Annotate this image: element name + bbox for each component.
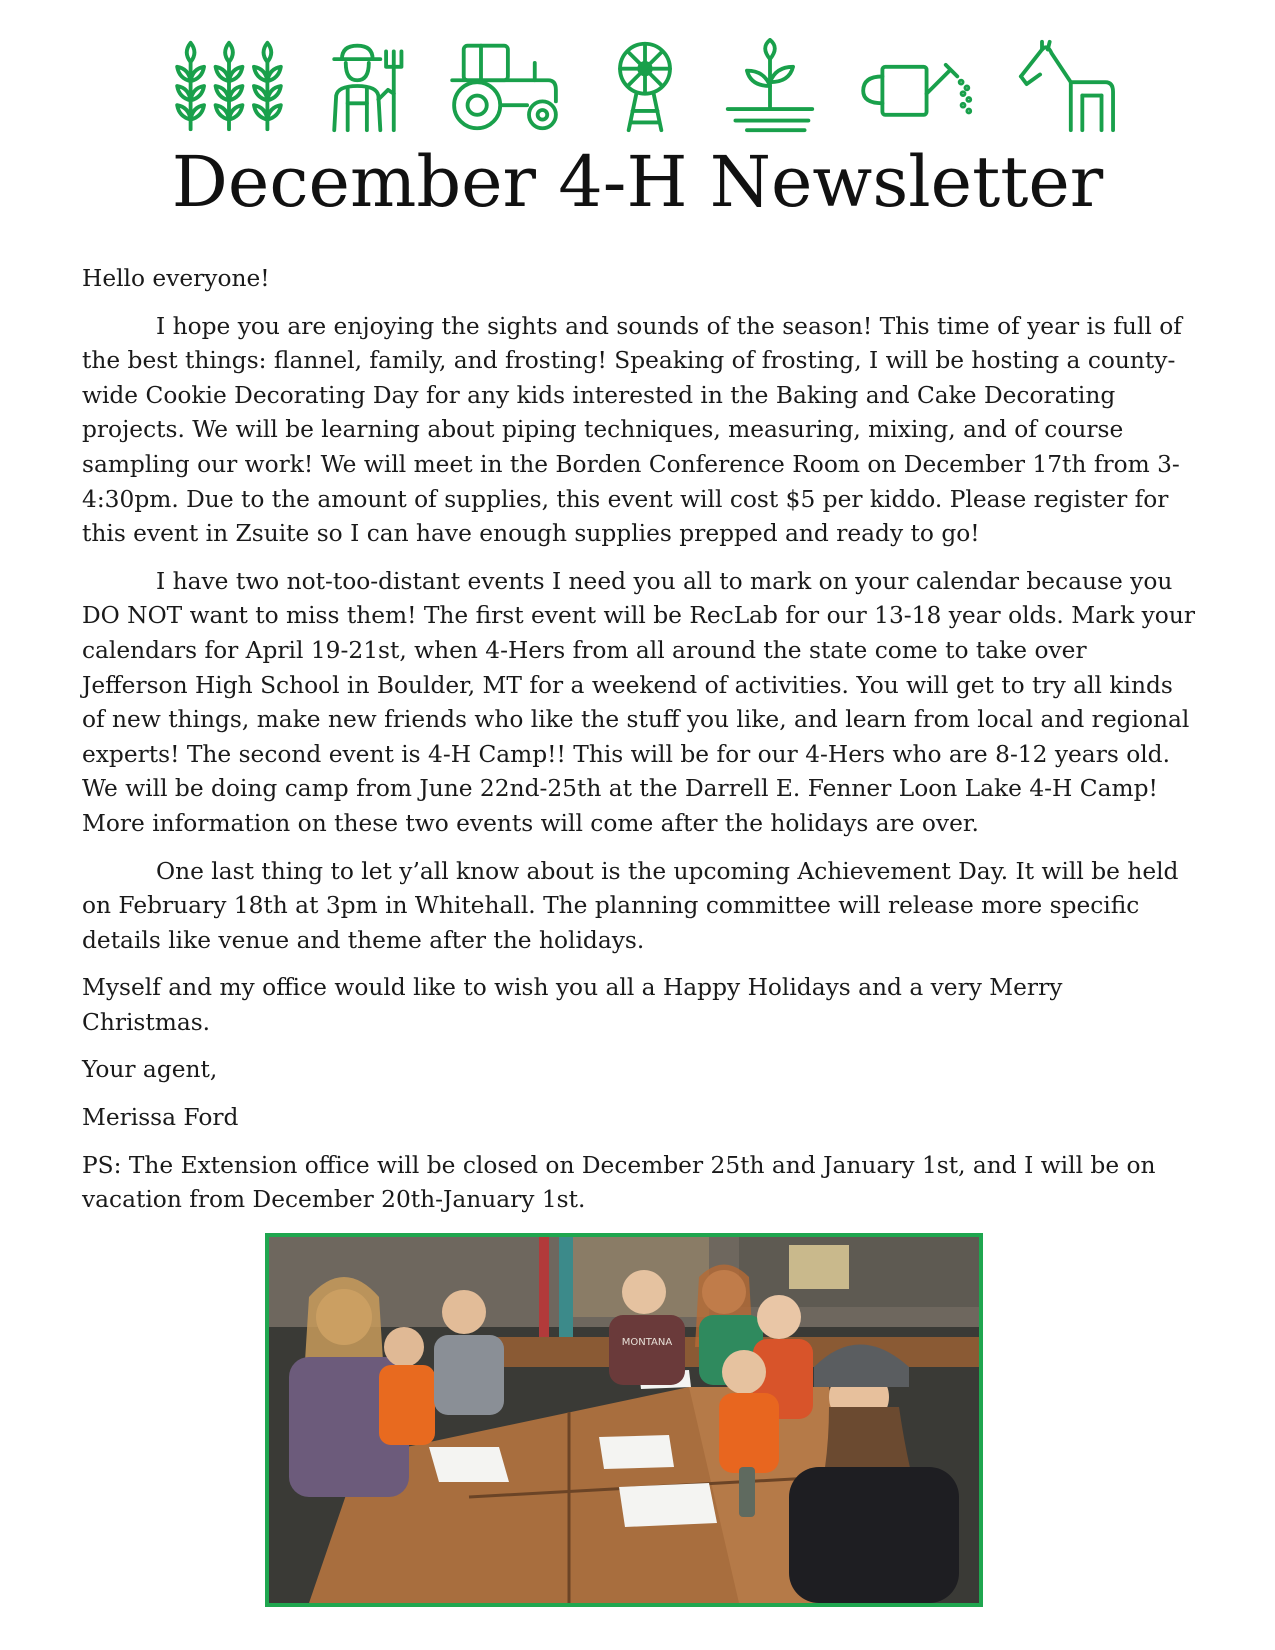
newsletter-title: December 4-H Newsletter — [171, 141, 1104, 223]
paragraph-upcoming-events: I have two not-too-distant events I need you all to mark on your calendar because you DO NOT want to miss them! The first event will be RecLab for our 13-18 year olds. Mark your calendars for April 19-21st, when 4-Hers from all around the state come to take over Jefferson High School in Boulder, MT for a weekend of activities. You will get to try all kinds of new things, make new friends who like the stuff you like, and learn from local and regional experts! The second event is 4-H Camp!! This will be for our 4-Hers who are 8-12 years old. We will be doing camp from June 22nd-25th at the Darrell E. Fenner Loon Lake 4-H Camp! More information on these two events will come after the holidays are over. — [82, 567, 1195, 837]
letter-body — [82, 262, 1197, 1231]
horse-icon — [1012, 38, 1120, 134]
signoff: Your agent, — [82, 1056, 218, 1084]
tractor-icon — [441, 38, 569, 134]
group-photo — [265, 1233, 983, 1607]
holiday-wish: Myself and my office would like to wish you all a Happy Holidays and a very Merry Christmas. — [82, 974, 1063, 1036]
shirt-print: MONTANA — [621, 1337, 673, 1348]
paragraph-achievement-day: One last thing to let y’all know about is the upcoming Achievement Day. It will be held on February 18th at 3pm in Whitehall. The planning committee will release more specific details like venue and theme after the holidays. — [82, 857, 1179, 954]
postscript: PS: The Extension office will be closed on December 25th and January 1st, and I will be on vacation from December 20th-January 1st. — [82, 1151, 1156, 1214]
farmer-icon — [320, 38, 408, 134]
watering-can-icon — [852, 38, 980, 134]
sprout-icon — [721, 38, 819, 134]
header-icon-row — [170, 36, 1120, 136]
windmill-icon — [601, 38, 689, 134]
paragraph-cookie-day: I hope you are enjoying the sights and sounds of the season! This time of year is full of the best things: flannel, family, and frosting! Speaking of frosting, I will be hosting a county-wide Cookie Decorating Day for any kids interested in the Baking and Cake Decorating projects. We will be learning about piping techniques, measuring, mixing, and of course sampling our work! We will meet in the Borden Conference Room on December 17th from 3-4:30pm. Due to the amount of supplies, this event will cost $5 per kiddo. Please register for this event in Zsuite so I can have enough supplies prepped and ready to go! — [82, 312, 1182, 548]
wheat-icon — [170, 38, 288, 134]
signature-name: Merissa Ford — [82, 1104, 239, 1132]
greeting: Hello everyone! — [82, 265, 270, 292]
group-photo-illustration — [269, 1237, 979, 1603]
